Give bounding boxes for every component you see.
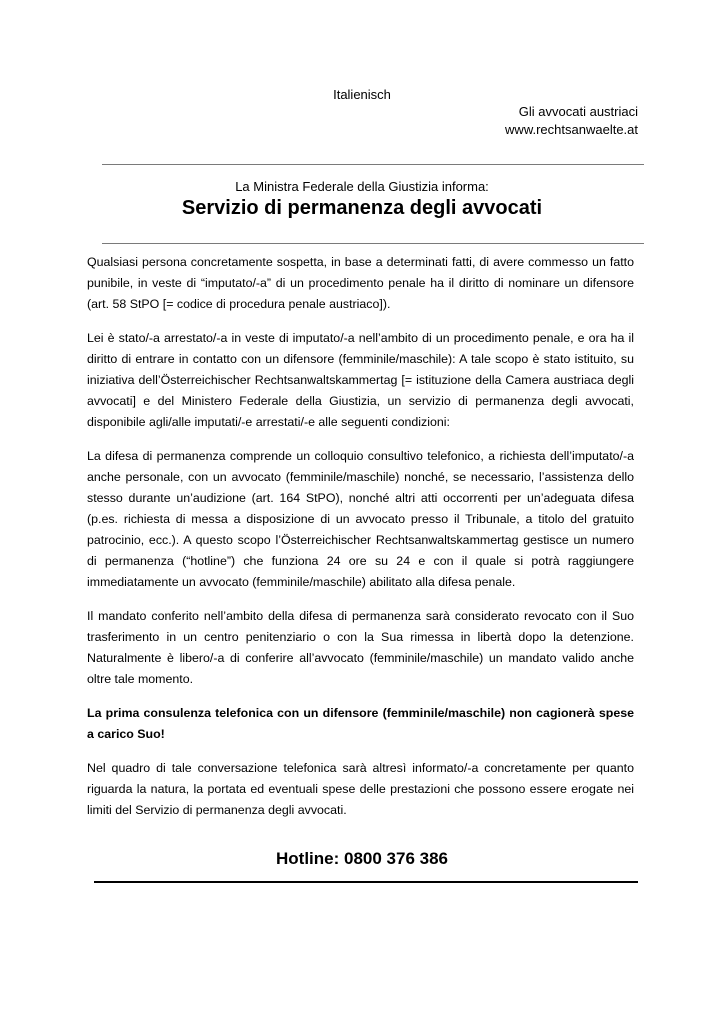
document-body — [87, 252, 634, 834]
org-block — [505, 103, 638, 139]
org-url: www.rechtsanwaelte.at — [505, 122, 638, 137]
org-name: Gli avvocati austriaci — [518, 104, 638, 119]
paragraph-arrest-service: Lei è stato/-a arrestato/-a in veste di imputato/-a nell’ambito di un procedimento penale, e ora ha il diritto di entrare in contatto con un difensore (femminile/maschile): A tale scopo è stato istituito, su iniziativa dell’Österreichischer Rechtsanwaltskammertag [= istituzione della Camera austriaca degli avvocati] e del Ministero Federale della Giustizia, un servizio di permanenza degli avvocati, disponibile agli/alle imputati/-e arrestati/-e alle seguenti condizioni: — [87, 331, 634, 429]
paragraph-right-to-counsel: Qualsiasi persona concretamente sospetta, in base a determinati fatti, di avere commesso un fatto punibile, in veste di “imputato/-a” di un procedimento penale ha il diritto di nominare un difensore (art. 58 StPO [= codice di procedura penale austriaco]). — [87, 255, 634, 311]
hotline-number: Hotline: 0800 376 386 — [276, 849, 448, 868]
language-label: Italienisch — [333, 87, 391, 102]
footer-divider — [94, 881, 638, 883]
paragraph-service-scope: La difesa di permanenza comprende un colloquio consultivo telefonico, a richiesta dell’imputato/-a anche personale, con un avvocato (femminile/maschile) nonché, se necessario, l’assistenza dello stesso durante un’audizione (art. 164 StPO), nonché altri atti occorrenti per un’adeguata difesa (p.es. richiesta di messa a disposizione di un avvocato presso il Tribunale, a titolo del gratuito patrocinio, ecc.). A questo scopo l’Österreichischer Rechtsanwaltskammertag gestisce un numero di permanenza (“hotline”) che funziona 24 ore su 24 e con il quale si potrà raggiungere immediatamente un avvocato (femminile/maschile) abilitato alla difesa penale. — [87, 449, 634, 589]
paragraph-free-consultation: La prima consulenza telefonica con un difensore (femminile/maschile) non cagionerà spese a carico Suo! — [87, 706, 634, 741]
notice-subtitle: La Ministra Federale della Giustizia informa: — [235, 179, 489, 194]
paragraph-mandate-revocation: Il mandato conferito nell’ambito della difesa di permanenza sarà considerato revocato con il Suo trasferimento in un centro penitenziario o con la Sua rimessa in libertà dopo la detenzione. Naturalmente è libero/-a di conferire all’avvocato (femminile/maschile) un mandato valido anche oltre tale momento. — [87, 609, 634, 686]
title-divider — [102, 243, 644, 244]
paragraph-cost-information: Nel quadro di tale conversazione telefonica sarà altresì informato/-a concretamente per quanto riguarda la natura, la portata ed eventuali spese delle prestazioni che possono essere erogate nei limiti del Servizio di permanenza degli avvocati. — [87, 761, 634, 817]
page-title: Servizio di permanenza degli avvocati — [181, 197, 543, 219]
header-divider — [102, 164, 644, 165]
